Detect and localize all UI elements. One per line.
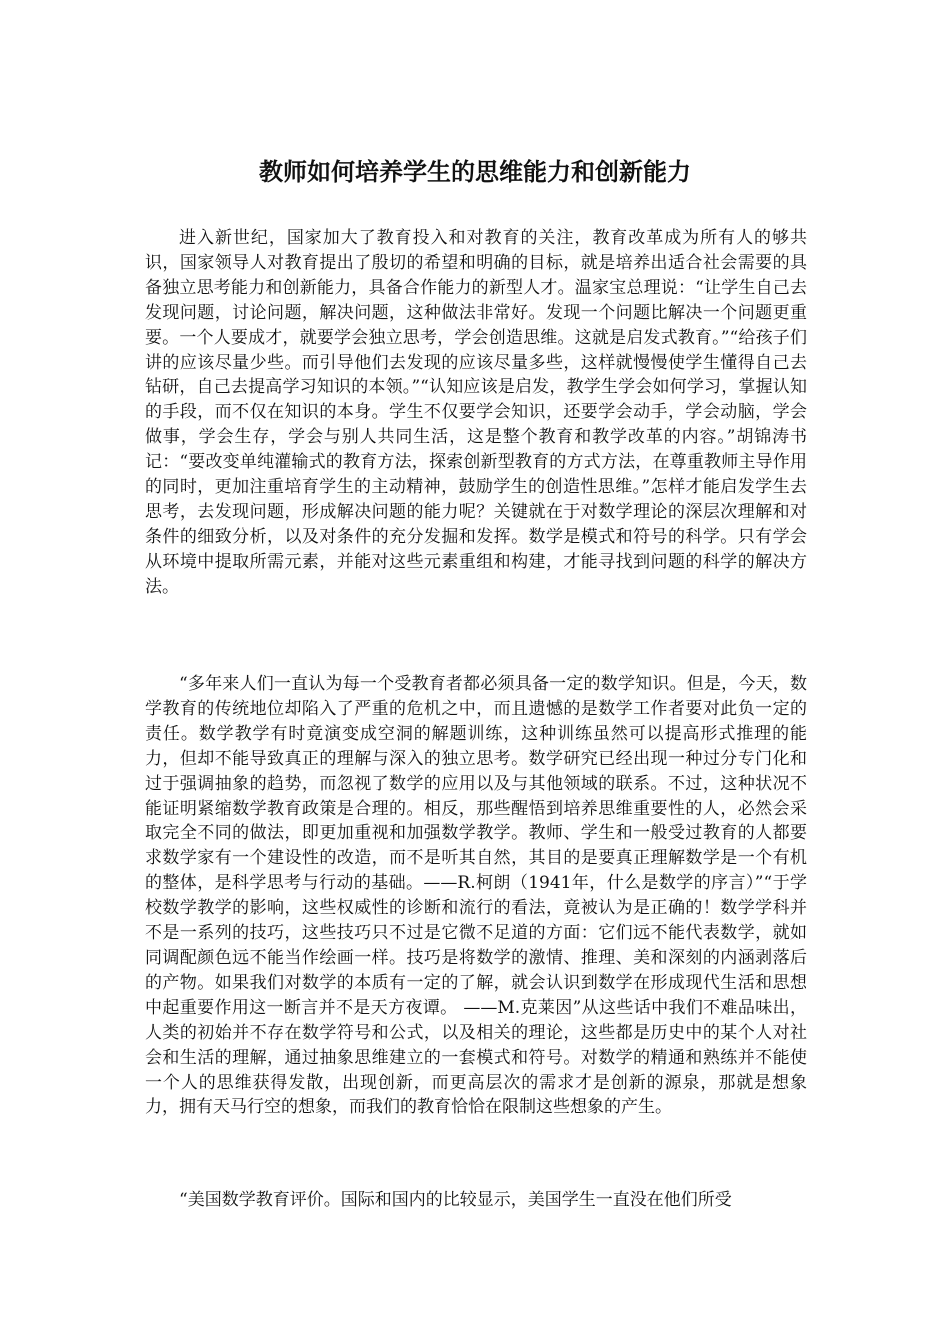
body-paragraph-1: 进入新世纪，国家加大了教育投入和对教育的关注，教育改革成为所有人的够共识，国家领导人对教育提出了殷切的希望和明确的目标，就是培养出适合社会需要的具备独立思考能力和创新能力，具备合作能力的新型人才。温家宝总理说：“让学生自己去发现问题，讨论问题，解决问题，这种做法非常好。发现一个问题比解决一个问题更重要。一个人要成才，就要学会独立思考，学会创造思维。这就是启发式教育。”“给孩子们讲的应该尽量少些。而引导他们去发现的应该尽量多些，这样就慢慢使学生懂得自己去钻研，自己去提高学习知识的本领。”“认知应该是启发，教学生学会如何学习，掌握认知的手段，而不仅在知识的本身。学生不仅要学会知识，还要学会动手，学会动脑，学会做事，学会生存，学会与别人共同生活，这是整个教育和教学改革的内容。”胡锦涛书记：“要改变单纯灌输式的教育方法，探索创新型教育的方式方法，在尊重教师主导作用的同时，更加注重培育学生的主动精神，鼓励学生的创造性思维。”怎样才能启发学生去思考，去发现问题，形成解决问题的能力呢？关键就在于对数学理论的深层次理解和对条件的细致分析，以及对条件的充分发掘和发挥。数学是模式和符号的科学。只有学会从环境中提取所需元素，并能对这些元素重组和构建，才能寻找到问题的科学的解决方法。 bbox=[145, 228, 807, 597]
document-title: 教师如何培养学生的思维能力和创新能力 bbox=[259, 157, 691, 186]
body-paragraph-3: “美国数学教育评价。国际和国内的比较显示，美国学生一直没在他们所受 bbox=[179, 1190, 732, 1210]
body-paragraph-2: “多年来人们一直认为每一个受教育者都必须具备一定的数学知识。但是，今天，数学教育的传统地位却陷入了严重的危机之中，而且遗憾的是数学工作者要对此负一定的责任。数学教学有时竟演变成空洞的解题训练，这种训练虽然可以提高形式推理的能力，但却不能导致真正的理解与深入的独立思考。数学研究已经出现一种过分专门化和过于强调抽象的趋势，而忽视了数学的应用以及与其他领域的联系。不过，这种状况不能证明紧缩数学教育政策是合理的。相反，那些醒悟到培养思维重要性的人，必然会采取完全不同的做法，即更加重视和加强数学教学。教师、学生和一般受过教育的人都要求数学家有一个建设性的改造，而不是听其自然，其目的是要真正理解数学是一个有机的整体，是科学思考与行动的基础。——R.柯朗（1941年，什么是数学的序言）”“于学校数学教学的影响，这些权威性的诊断和流行的看法，竟被认为是正确的！数学学科并不是一系列的技巧，这些技巧只不过是它微不足道的方面：它们远不能代表数学，就如同调配颜色远不能当作绘画一样。技巧是将数学的激情、推理、美和深刻的内涵剥落后的产物。如果我们对数学的本质有一定的了解，就会认识到数学在形成现代生活和思想中起重要作用这一断言并不是天方夜谭。 ——M.克莱因”从这些话中我们不难品味出，人类的初始并不存在数学符号和公式，以及相关的理论，这些都是历史中的某个人对社会和生活的理解，通过抽象思维建立的一套模式和符号。对数学的精通和熟练并不能使一个人的思维获得发散，出现创新，而更高层次的需求才是创新的源泉，那就是想象力，拥有天马行空的想象，而我们的教育恰恰在限制这些想象的产生。 bbox=[145, 674, 807, 1118]
